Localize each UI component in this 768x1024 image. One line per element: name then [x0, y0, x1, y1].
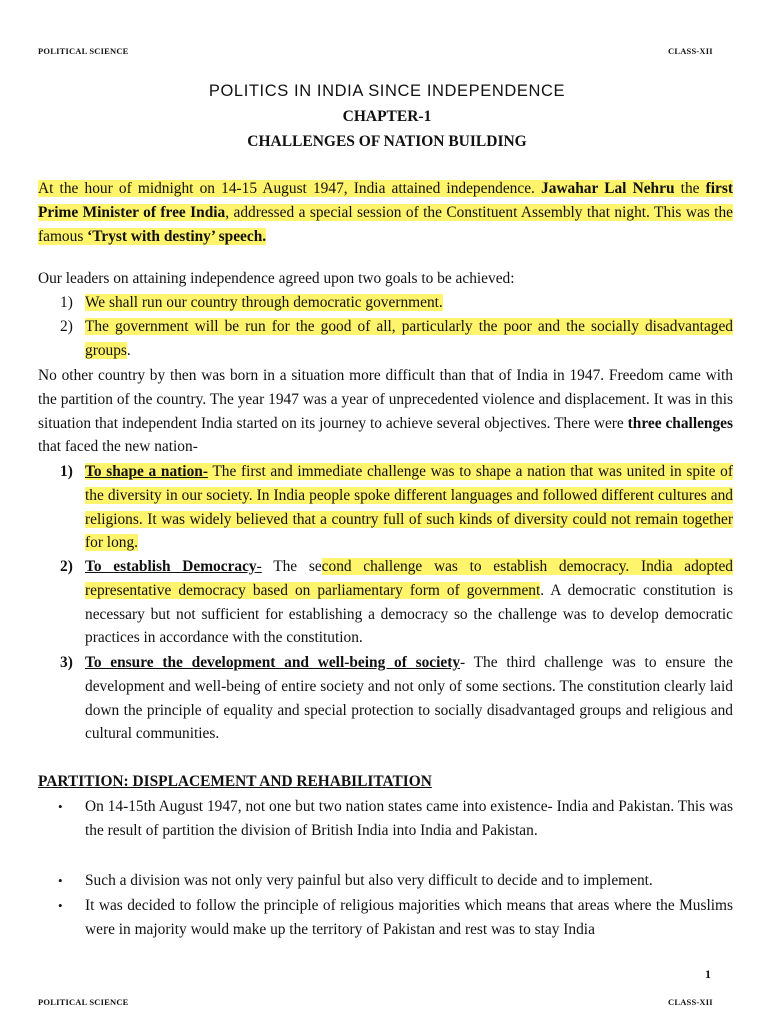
intro-text-1: At the hour of midnight on 14-15 August 1947, India attained independence.: [38, 180, 542, 197]
bullet-text: On 14-15th August 1947, not one but two nation states came into existence- India and Pakistan. This was the result of partition the division of British India into India and Pakistan.: [85, 798, 733, 839]
footer-subject: POLITICAL SCIENCE: [38, 997, 129, 1007]
chapter-label: CHAPTER-1: [342, 108, 432, 125]
challenge-heading: To ensure the development and well-being of society: [85, 654, 461, 671]
goal-number: 2): [60, 318, 73, 335]
challenge-item: [38, 460, 733, 555]
challenge-heading: To shape a nation-: [85, 463, 208, 480]
goal-item: [38, 291, 733, 315]
bullet-icon: •: [58, 898, 63, 913]
challenge-number: 3): [60, 654, 73, 671]
intro-text-3: , addressed a special session of the Constituent Assembly that night. This was the famous: [38, 203, 733, 245]
bullet-icon: •: [58, 799, 63, 814]
goal-tail: .: [126, 341, 131, 359]
goal-text: The government will be run for the good of all, particularly the poor and the socially disadvantaged groups: [85, 318, 733, 359]
bullet-item: [38, 795, 733, 843]
page-number: 1: [705, 967, 711, 981]
intro-paragraph: [38, 177, 733, 248]
challenge-number: 1): [60, 463, 73, 480]
intro-text-2: the: [674, 180, 706, 197]
challenge-heading: To establish Democracy: [85, 558, 257, 575]
challenge-text: The first and immediate challenge was to shape a nation that was united in spite of the diversity in our society. In India people spoke different languages and followed different cultures and religions. It was widely believed that a country full of such kinds of diversity could not remain together for long.: [85, 463, 733, 552]
challenge-number: 2): [60, 558, 73, 575]
section-heading: [38, 770, 733, 794]
section-heading-text: PARTITION: DISPLACEMENT AND REHABILITATION: [38, 773, 432, 790]
context-paragraph: [38, 364, 733, 459]
challenge-text: The third challenge was to ensure the development and well-being of entire society and not only of some sections. The constitution clearly laid down the principle of equality and special protection to socially disadvantaged groups and religious and cultural communities.: [85, 654, 733, 743]
bullet-item: [38, 894, 733, 942]
bullet-text: It was decided to follow the principle of religious majorities which means that areas where the Muslims were in majority would make up the territory of Pakistan and rest was to stay India: [85, 897, 733, 938]
intro-pm: first Prime Minister of free India: [38, 180, 733, 221]
goal-item: [38, 315, 733, 363]
bullet-text: Such a division was not only very painful but also very difficult to decide and to implement.: [85, 872, 653, 889]
context-three-challenges: three challenges: [627, 414, 734, 432]
header-subject: POLITICAL SCIENCE: [38, 46, 129, 56]
header-class: CLASS-XII: [668, 46, 713, 56]
footer-class: CLASS-XII: [668, 997, 713, 1007]
goal-number: 1): [60, 294, 73, 311]
challenge-text-plain: The se: [261, 558, 322, 575]
context-text-2: that faced the new nation-: [38, 438, 198, 456]
challenge-dash: -: [460, 654, 466, 671]
intro-tryst: ‘Tryst with destiny’ speech.: [87, 227, 267, 245]
challenge-text-rest: . A democratic constitution is necessary but not sufficient for establishing a democracy so the challenge was to develop democratic practices in accordance with the constitution.: [85, 581, 733, 647]
document-title: POLITICS IN INDIA SINCE INDEPENDENCE: [208, 82, 566, 100]
challenge-item: [38, 555, 733, 650]
context-text-1: No other country by then was born in a situation more difficult than that of India in 1947. Freedom came with the partition of the country. The year 1947 was a year of unprecedented violence and displacement. It was in this situation that independent India started on its journey to achieve several objectives. There were: [38, 367, 733, 432]
goals-lead: Our leaders on attaining independence agreed upon two goals to be achieved:: [38, 270, 515, 287]
bullet-icon: •: [58, 873, 63, 888]
challenge-dash: -: [256, 558, 262, 575]
chapter-title: CHALLENGES OF NATION BUILDING: [247, 133, 527, 150]
challenge-text-highlight: cond challenge was to establish democracy. India adopted representative democracy based on parliamentary form of government: [85, 558, 734, 599]
challenge-item: [38, 651, 733, 746]
intro-nehru: Jawahar Lal Nehru: [541, 180, 675, 197]
bullet-item: [38, 869, 733, 893]
goal-text: We shall run our country through democratic government.: [85, 294, 443, 311]
